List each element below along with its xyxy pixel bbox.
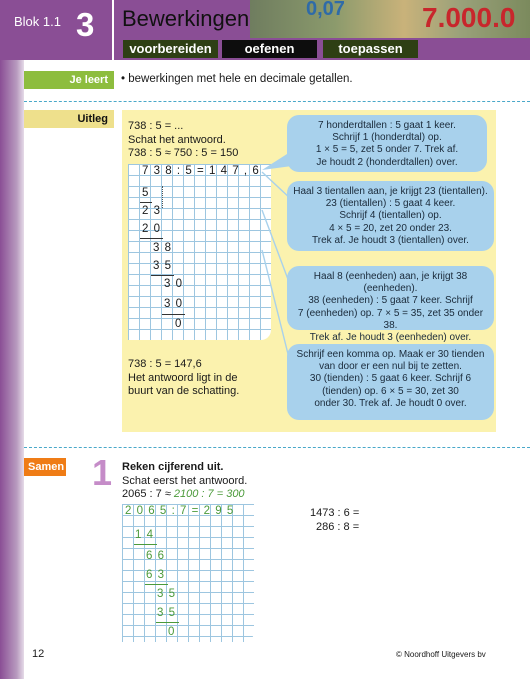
bubble-line: Haal 8 (eenheden) aan, je krijgt 38 (eenheden). [313, 271, 468, 295]
bubble-line: Haal 3 tientallen aan, je krijgt 23 (tientallen). [293, 186, 488, 197]
grid-row: 2065:7=295 [125, 505, 239, 517]
bubble-line: 38 (eenheden) : 5 gaat 7 keer. Schrijf [308, 295, 473, 307]
bubble-line: 7 (eenheden) op. 7 × 5 = 35, zet 35 onder 38. [297, 307, 484, 331]
decor-number-2: 7.000.0 [422, 2, 516, 33]
copyright: © Noordhoff Uitgevers bv [396, 650, 486, 659]
task-2: 286 : 8 = [316, 521, 360, 533]
explanation-bubble-1 [287, 115, 487, 172]
task-1: 1473 : 6 = [310, 507, 360, 519]
grid-row: 5 [142, 187, 154, 199]
grid-row: 738:5=147,6 [142, 165, 265, 177]
uitleg-intro-line: Schat het antwoord. [128, 133, 226, 146]
tab-oefenen[interactable]: oefenen [222, 40, 317, 58]
exercise-instructions [122, 461, 247, 502]
exercise-tasks [310, 506, 359, 534]
grid-row: 30 [164, 278, 188, 290]
samen-label: Samen [24, 458, 66, 476]
grid-row: 23 [142, 205, 166, 217]
grid-row: 66 [146, 550, 170, 562]
divider-2 [24, 447, 530, 448]
chapter-number: 3 [76, 6, 95, 43]
bubble-line: Schrijf 4 (tientallen) op. [339, 210, 442, 222]
grid-row: 0 [168, 626, 180, 638]
je-leert-label: Je leert [24, 71, 114, 89]
subtract-line [156, 622, 179, 623]
estimate-answer: 2100 : 7 = 300 [173, 488, 245, 500]
bubble-line: 30 (tienden) : 5 gaat 6 keer. Schrijf 6 [309, 373, 472, 385]
tab-voorbereiden[interactable]: voorbereiden [123, 40, 218, 58]
je-leert-bullet: bewerkingen met hele en decimale getallen. [128, 73, 353, 85]
grid-row: 63 [146, 569, 170, 581]
explanation-bubble-2 [287, 181, 494, 251]
exercise-work-grid[interactable] [122, 504, 254, 642]
conclusion-line: buurt van de schatting. [128, 385, 240, 397]
bubble-line: Schrijf 1 (honderdtal) op. [332, 132, 442, 144]
uitleg-intro-line: 738 : 5 = ... [128, 120, 184, 132]
bubble-line: onder 30. Trek af. Je houdt 0 over. [314, 397, 467, 409]
grid-row: 35 [157, 588, 181, 600]
decor-number-1: 0,07 [306, 0, 345, 20]
page-number: 12 [32, 648, 45, 660]
page-title: Bewerkingen [122, 6, 250, 31]
subtract-line [145, 584, 168, 585]
tab-toepassen[interactable]: toepassen [323, 40, 418, 58]
exercise-number: 1 [92, 452, 113, 493]
bubble-line: Schrijf een komma op. Maak er 30 tienden [296, 349, 485, 360]
bubble-line: 4 × 5 = 20, zet 20 onder 23. [329, 222, 452, 234]
exercise-estimate [122, 488, 247, 502]
bubble-line: 1 × 5 = 5, zet 5 onder 7. Trek af. [315, 144, 459, 156]
exercise-sub: Schat eerst het antwoord. [122, 474, 248, 487]
uitleg-label: Uitleg [24, 110, 114, 128]
bubble-line: Trek af. Je houdt 3 (eenheden) over. [309, 332, 472, 344]
subtract-line [134, 544, 157, 545]
conclusion-line: 738 : 5 = 147,6 [128, 358, 202, 370]
blok-label: Blok 1.1 [14, 14, 61, 29]
grid-row: 30 [164, 298, 188, 310]
grid-row: 0 [175, 318, 187, 330]
exercise-heading: Reken cijferend uit. [122, 461, 224, 473]
bubble-line: Je houdt 2 (honderdtallen) over. [316, 156, 458, 168]
estimate-prefix: 2065 : 7 ≈ [122, 488, 174, 500]
bubble-line: 7 honderdtallen : 5 gaat 1 keer. [318, 120, 456, 131]
grid-row: 35 [157, 607, 181, 619]
explanation-bubble-4 [287, 344, 494, 420]
grid-row: 14 [135, 529, 159, 541]
explanation-bubble-3 [287, 266, 494, 344]
bubble-line: 23 (tientallen) : 5 gaat 4 keer. [325, 198, 456, 210]
uitleg-intro-line: 738 : 5 ≈ 750 : 5 = 150 [128, 147, 239, 159]
je-leert-text: • bewerkingen met hele en decimale getallen. [121, 73, 353, 85]
bubble-line: Trek af. Je houdt 3 (tientallen) over. [312, 234, 469, 246]
grid-row: 38 [153, 242, 177, 254]
grid-row: 20 [142, 223, 166, 235]
conclusion-line: Het antwoord ligt in de [128, 371, 238, 384]
grid-row: 35 [153, 260, 177, 272]
bubble-line: (tienden) op. 6 × 5 = 30, zet 30 [322, 385, 459, 397]
bubble-line: van door er een nul bij te zetten. [319, 361, 462, 373]
